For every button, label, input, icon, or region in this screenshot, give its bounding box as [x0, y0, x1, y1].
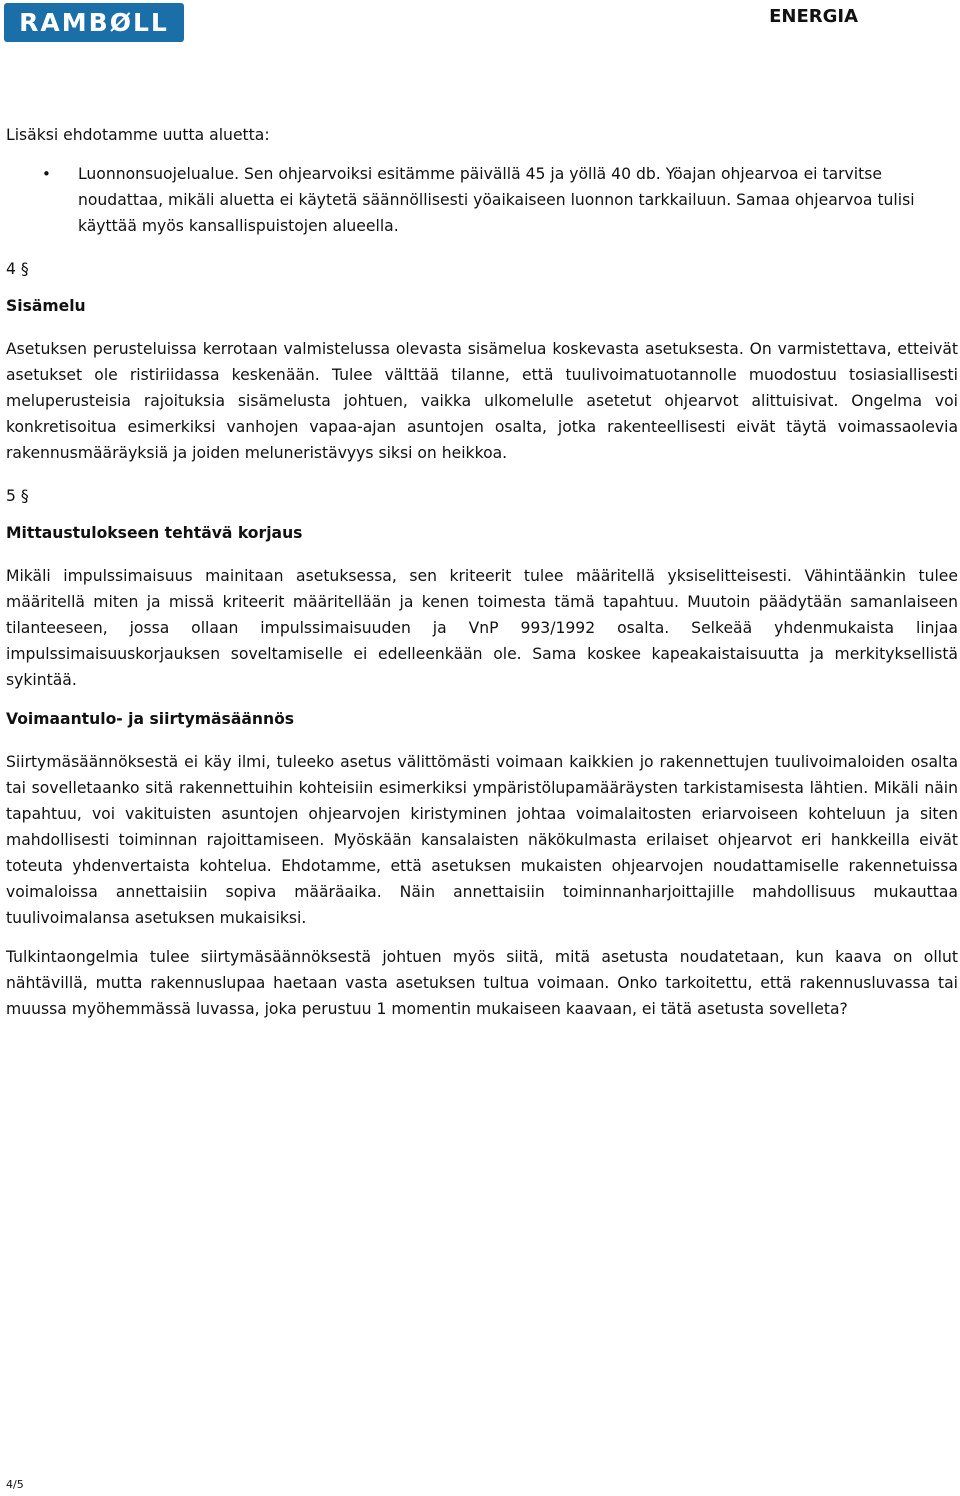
header-section-label: ENERGIA: [769, 6, 858, 27]
section-6-title: Voimaantulo- ja siirtymäsäännös: [6, 710, 295, 728]
logo-text: RAMBØLL: [19, 8, 169, 37]
section-4-number: 4 §: [6, 260, 29, 278]
section-4-paragraph: Asetuksen perusteluissa kerrotaan valmistelussa olevasta sisämelua koskevasta asetuksesta. On varmistettava, etteivät asetukset ole ristiriidassa keskenään. Tulee välttää tilanne, että tuulivoimatuotannolle muodostuu tosiasiallisesti meluperusteisia rajoituksia sisämelusta johtuen, vaikka ulkomelulle asetetut ohjearvot alittuisivat. Ongelma voi konkretisoitua esimerkiksi vanhojen vapaa-ajan asuntojen osalta, jotka rakenteellisesti eivät täytä voimassaolevia rakennusmääräyksiä ja joiden meluneristävyys siksi on heikkoa.: [6, 340, 958, 462]
bullet-text: Luonnonsuojelualue. Sen ohjearvoiksi esitämme päivällä 45 ja yöllä 40 db. Yöajan ohjearvoa ei tarvitse noudattaa, mikäli aluetta ei käytetä säännöllisesti yöaikaiseen luonnon tarkkailuun. Samaa ohjearvoa tulisi käyttää myös kansallispuistojen alueella.: [78, 165, 915, 235]
section-6-paragraph-1: Siirtymäsäännöksestä ei käy ilmi, tuleeko asetus välittömästi voimaan kaikkien jo rakennettujen tuulivoimaloiden osalta tai sovelletaanko sitä rakennettuihin kohteisiin esimerkiksi ympäristölupamääräysten tarkistamisesta lähtien. Mikäli näin tapahtuu, voi vakituisten asuntojen ohjearvojen kiristyminen johtaa voimalaitosten eriarvoiseen kohteluun ja siten mahdollisesti toiminnan rajoittamiseen. Myöskään kansalaisten näkökulmasta erilaiset ohjearvot eri hankkeilla eivät toteuta yhdenvertaista kohtelua. Ehdotamme, että asetuksen mukaisten ohjearvojen noudattamiselle rakennetuissa voimaloissa annettaisiin sopiva määräaika. Näin annettaisiin toiminnanharjoittajille mahdollisuus mukauttaa tuulivoimalansa asetuksen mukaisiksi.: [6, 753, 958, 927]
section-6-paragraph-2: Tulkintaongelmia tulee siirtymäsäännöksestä johtuen myös siitä, mitä asetusta noudatetaan, kun kaava on ollut nähtävillä, mutta rakennuslupaa haetaan vasta asetuksen tultua voimaan. Onko tarkoitettu, että rakennusluvassa tai muussa myöhemmässä luvassa, joka perustuu 1 momentin mukaiseen kaavaan, ei tätä asetusta sovelleta?: [6, 948, 958, 1018]
section-4-title: Sisämelu: [6, 297, 86, 315]
page-number: 4/5: [6, 1478, 24, 1491]
document-body: [6, 122, 958, 1022]
intro-text: Lisäksi ehdotamme uutta aluetta:: [6, 126, 270, 144]
bullet-list: [6, 161, 958, 239]
section-5-paragraph: Mikäli impulssimaisuus mainitaan asetuksessa, sen kriteerit tulee määritellä yksiselitteisesti. Vähintäänkin tulee määritellä miten ja missä kriteerit määritellään ja kenen toimesta tämä tapahtuu. Muutoin päädytään samanlaiseen tilanteeseen, jossa ollaan impulssimaisuuden ja VnP 993/1992 osalta. Selkeää yhdenmukaista linjaa impulssimaisuuskorjauksen soveltamiselle ei edelleenkään ole. Sama koskee kapeakaistaisuutta ja merkityksellistä sykintää.: [6, 567, 958, 689]
section-5-title: Mittaustulokseen tehtävä korjaus: [6, 524, 303, 542]
list-item: [6, 161, 958, 239]
page-header: [0, 0, 960, 44]
section-5-number: 5 §: [6, 487, 29, 505]
bullet-icon: •: [42, 165, 51, 183]
ramboll-logo: [4, 3, 184, 42]
